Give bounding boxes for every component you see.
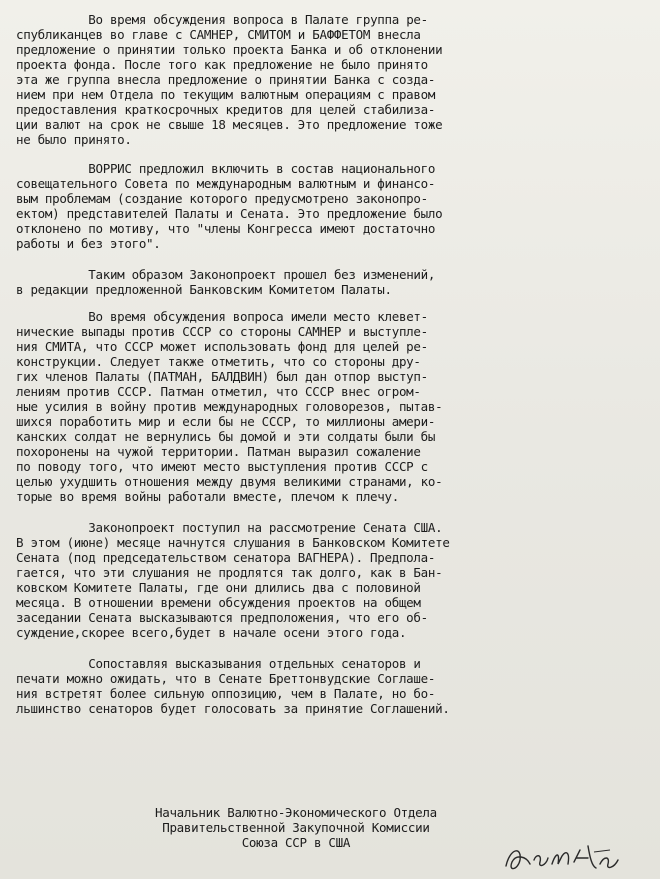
- paragraph-3: Таким образом Законопроект прошел без изменений, в редакции предложенной Банковским Комитетом Палаты.: [16, 267, 436, 297]
- paragraph-2: ВОРРИС предложил включить в состав национального совещательного Совета по международным валютным и финансо- вым проблемам (создание которого предусмотрено законопро- ектом) представителей Палаты и Сената. Это предложение было отклонено по мотиву, что "члены Конгресса имеют достаточно работы и без этого".: [16, 161, 443, 251]
- paragraph-6: Сопоставляя высказывания отдельных сенаторов и печати можно ожидать, что в Сенате Бреттонвудские Соглаше- ния встретят более сильную оппозицию, чем в Палате, но бо- льшинство сенаторов будет голосовать за принятие Соглашений.: [16, 656, 450, 716]
- paragraph-1: Во время обсуждения вопроса в Палате группа ре- спубликанцев во главе с САМНЕР, СМИТОМ и БАФФЕТОМ внесла предложение о принятии только проекта Банка и об отклонении проекта фонда. После того как предложение не было принято эта же группа внесла предложение о принятии Банка с созда- нием при нем Отдела по текущим валютным операциям с правом предоставления краткосрочных кредитов для целей стабилиза- ции валют на срок не свыше 18 месяцев. Это предложение тоже не было принято.: [16, 12, 443, 147]
- paragraph-4: Во время обсуждения вопроса имели место клевет- нические выпады против СССР со стороны САМНЕР и выступле- ния СМИТА, что СССР может использовать фонд для целей ре- конструкции. Следует также отметить, что со стороны дру- гих членов Палаты (ПАТМАН, БАЛДВИН) был дан отпор выступ- лениям против СССР. Патман отметил, что СССР внес огром- ные усилия в войну против международных головорезов, пытав- шихся поработить мир и если бы не СССР, то миллионы амери- канских солдат не вернулись бы домой и эти солдаты были бы похоронены на чужой территории. Патман выразил сожаление по поводу того, что имеют место выступления против СССР с целью ухудшить отношения между двумя великими странами, ко- торые во время войны работали вместе, плечом к плечу.: [16, 309, 443, 504]
- handwritten-signature: [500, 838, 640, 878]
- paragraph-5: Законопроект поступил на рассмотрение Сената США. В этом (июне) месяце начнутся слушания в Банковском Комитете Сената (под председательством сенатора ВАГНЕРА). Предпола- гается, что эти слушания не продлятся так долго, как в Бан- ковском Комитете Палаты, где они длились два с половиной месяца. В отношении времени обсуждения проектов на общем заседании Сената высказываются предположения, что его об- суждение,скорее всего,будет в начале осени этого года.: [16, 520, 450, 640]
- signature-block: Начальник Валютно-Экономического Отдела Правительственной Закупочной Комиссии Союза ССР в США: [155, 805, 437, 850]
